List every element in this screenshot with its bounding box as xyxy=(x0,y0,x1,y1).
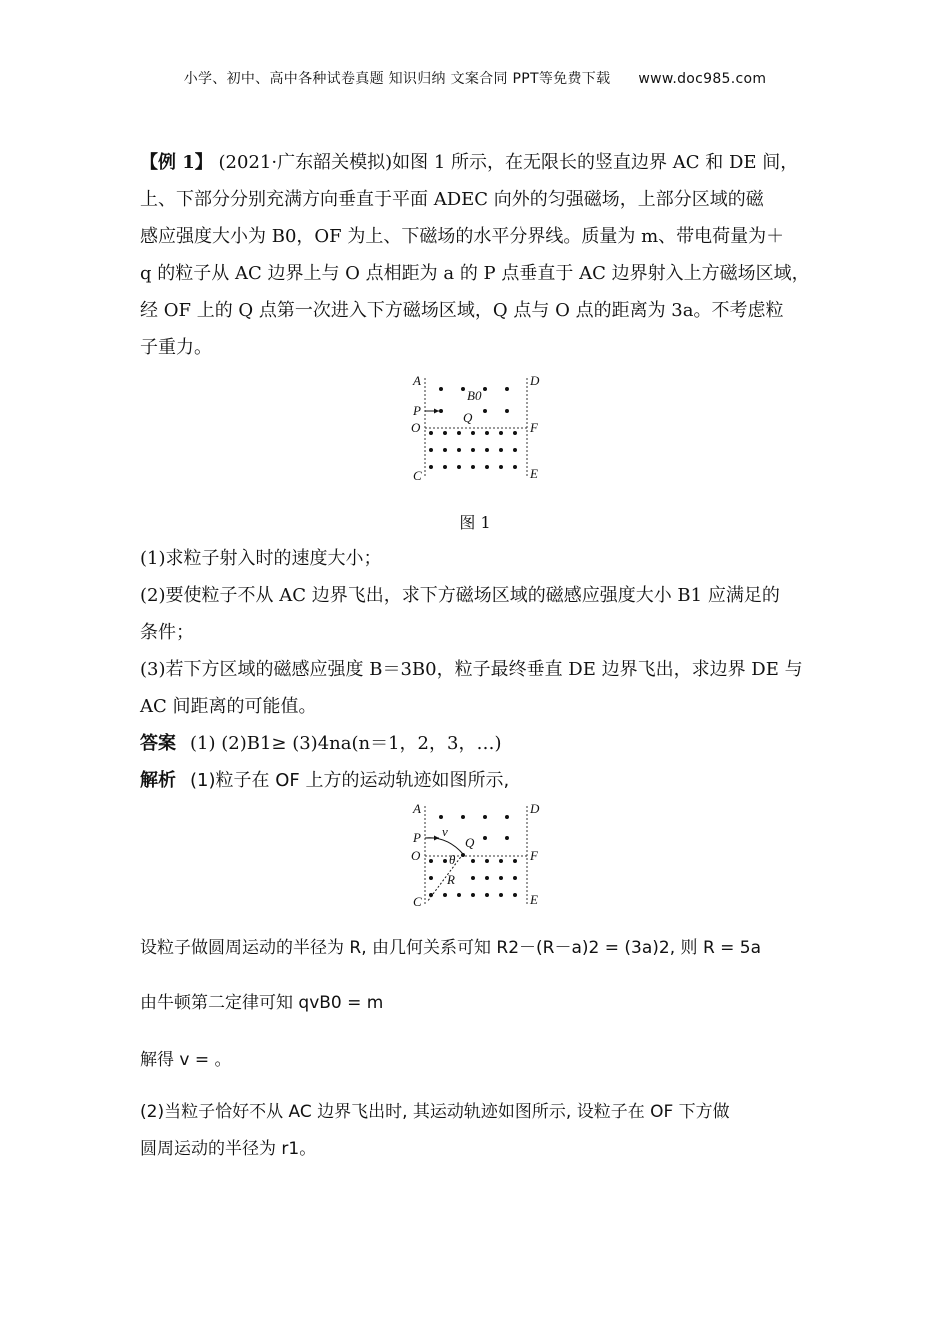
label-P: P xyxy=(413,830,421,845)
question-2-line-1: (2)要使粒子不从 AC 边界飞出，求下方磁场区域的磁感应强度大小 B1 应满足的 xyxy=(140,585,780,606)
figure-1-diagram xyxy=(405,370,550,485)
solution-block xyxy=(140,930,820,967)
problem-tag: 【例 1】 xyxy=(140,152,213,173)
label-Q: Q xyxy=(465,835,475,850)
answer-line xyxy=(140,725,820,762)
label-B0: B0 xyxy=(467,388,482,403)
solution-label: 解析 xyxy=(140,770,176,791)
questions-block xyxy=(140,540,820,799)
question-3-line-2: AC 间距离的可能值。 xyxy=(140,696,317,717)
label-F: F xyxy=(530,848,538,863)
problem-line-2: 上、下部分分别充满方向垂直于平面 ADEC 向外的匀强磁场，上部分区域的磁 xyxy=(140,189,764,210)
solution-line-4: 解得 v = 。 xyxy=(140,1050,232,1070)
solution-line-1: 解析 (1)粒子在 OF 上方的运动轨迹如图所示, xyxy=(140,770,510,791)
question-3-line-1: (3)若下方区域的磁感应强度 B＝3B0，粒子最终垂直 DE 边界飞出，求边界 DE 与 xyxy=(140,659,803,680)
label-E: E xyxy=(530,466,538,481)
label-A: A xyxy=(413,801,421,816)
solution-block-3 xyxy=(140,1042,820,1079)
label-C: C xyxy=(413,468,422,483)
question-1: (1)求粒子射入时的速度大小； xyxy=(140,548,382,569)
answer-label: 答案 xyxy=(140,733,176,754)
solution-line-2: 设粒子做圆周运动的半径为 R, 由几何关系可知 R2－(R－a)2 = (3a)2, 则 R = 5a xyxy=(140,938,762,958)
problem-line-1: 【例 1】 (2021·广东韶关模拟)如图 1 所示，在无限长的竖直边界 AC 和 DE 间， xyxy=(140,152,799,173)
header-title: 小学、初中、高中各种试卷真题 知识归纳 文案合同 PPT等免费下载 xyxy=(183,71,611,87)
arrow-head xyxy=(434,409,439,414)
solution-block-4 xyxy=(140,1094,820,1168)
lower-field-dots xyxy=(429,859,517,897)
problem-line-4: q 的粒子从 AC 边界上与 O 点相距为 a 的 P 点垂直于 AC 边界射入上方磁场区域， xyxy=(140,263,810,284)
label-Q: Q xyxy=(463,410,473,425)
label-R: R xyxy=(447,872,455,887)
label-E: E xyxy=(530,892,538,907)
header-site: www.doc985.com xyxy=(638,71,767,87)
problem-line-5: 经 OF 上的 Q 点第一次进入下方磁场区域，Q 点与 O 点的距离为 3a。不考虑粒 xyxy=(140,300,784,321)
trajectory-arc xyxy=(425,838,463,854)
label-F: F xyxy=(530,420,538,435)
label-theta: θ xyxy=(449,852,456,867)
label-P: P xyxy=(413,403,421,418)
question-2-line-2: 条件； xyxy=(140,622,194,643)
solution-line-6: 圆周运动的半径为 r1。 xyxy=(140,1139,317,1159)
label-O: O xyxy=(411,848,421,863)
solution-line-5: (2)当粒子恰好不从 AC 边界飞出时, 其运动轨迹如图所示, 设粒子在 OF 下方做 xyxy=(140,1102,730,1122)
answer-text: (1) (2)B1≥ (3)4na(n＝1，2，3，…) xyxy=(190,733,502,754)
label-D: D xyxy=(530,801,540,816)
label-C: C xyxy=(413,894,422,909)
problem-source: (2021·广东韶关模拟) xyxy=(218,152,393,173)
problem-line-6: 子重力。 xyxy=(140,337,212,358)
label-D: D xyxy=(530,373,540,388)
solution-line-3: 由牛顿第二定律可知 qvB0 = m xyxy=(140,993,384,1013)
page-header xyxy=(0,68,950,88)
point-Q xyxy=(461,853,465,857)
lower-field-dots xyxy=(429,431,517,469)
figure-1-caption: 图 1 xyxy=(459,513,491,532)
solution-block-2 xyxy=(140,985,820,1022)
problem-block xyxy=(140,144,820,366)
label-A: A xyxy=(413,373,421,388)
label-v: v xyxy=(442,824,448,839)
problem-line-3: 感应强度大小为 B0，OF 为上、下磁场的水平分界线。质量为 m、带电荷量为＋ xyxy=(140,226,785,247)
figure-2-diagram xyxy=(405,798,550,913)
label-O: O xyxy=(411,420,421,435)
arrow-head xyxy=(434,836,439,841)
